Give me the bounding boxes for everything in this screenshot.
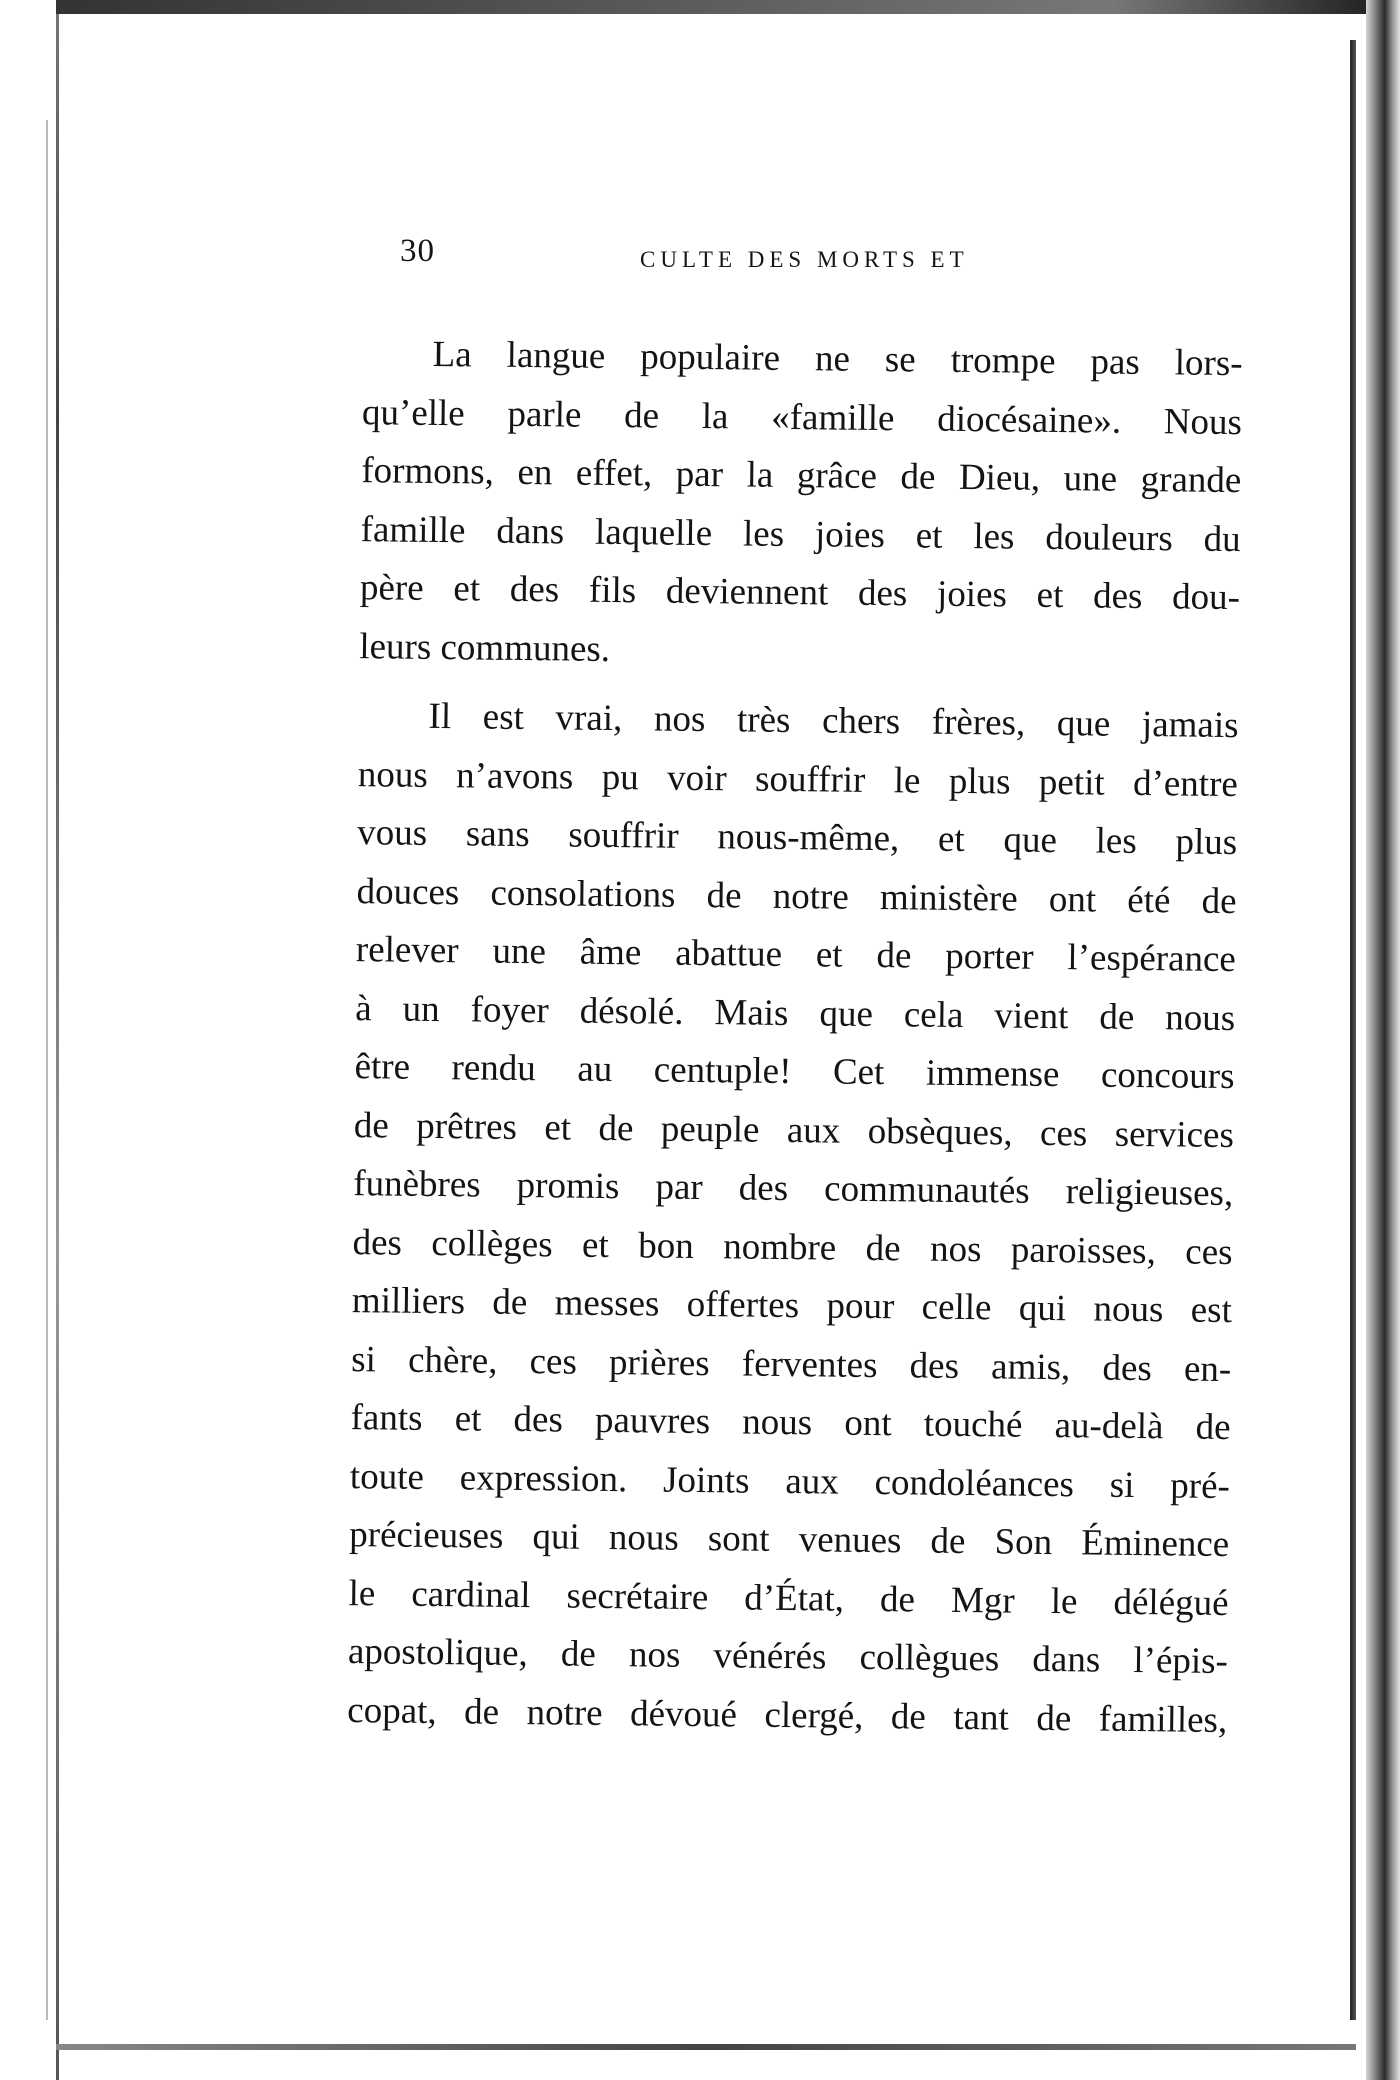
text-line: précieuses qui nous sont venues de Son Éminence: [349, 1514, 1230, 1566]
running-head: [350, 225, 1250, 285]
text-line: des collèges et bon nombre de nos paroisses, ces: [352, 1221, 1233, 1273]
text-line: à un foyer désolé. Mais que cela vient de nous: [355, 987, 1236, 1039]
text-line: être rendu au centuple! Cet immense concours: [354, 1046, 1235, 1098]
scan-left-margin-mark: [46, 120, 48, 2020]
scan-left-edge: [56, 0, 59, 2080]
text-line: Il est vrai, nos très chers frères, que jamais: [428, 695, 1239, 747]
text-line: vous sans souffrir nous-même, et que les plus: [357, 812, 1238, 864]
running-title: CULTE DES MORTS ET: [640, 247, 969, 272]
text-line: famille dans laquelle les joies et les douleurs du: [360, 508, 1241, 560]
text-line: relever une âme abattue et de porter l’espérance: [355, 929, 1237, 981]
body-text: [334, 325, 1243, 1750]
text-line: milliers de messes offertes pour celle qui nous est: [351, 1280, 1233, 1332]
text-line: de prêtres et de peuple aux obsèques, ces services: [353, 1104, 1235, 1156]
page-number: 30: [400, 233, 435, 269]
scan-right-edge-line: [1350, 40, 1356, 2020]
text-line: La langue populaire ne se trompe pas lors-: [432, 333, 1243, 385]
scan-bottom-edge: [56, 2044, 1356, 2050]
text-line: père et des fils deviennent des joies et des dou-: [359, 567, 1241, 619]
paragraph: [347, 687, 1239, 1750]
text-line: si chère, ces prières ferventes des amis, des en-: [351, 1338, 1232, 1390]
text-line: qu’elle parle de la «famille diocésaine». Nous: [361, 391, 1243, 443]
text-line: toute expression. Joints aux condoléances si pré-: [349, 1455, 1231, 1507]
text-line: fants et des pauvres nous ont touché au-delà de: [350, 1397, 1231, 1449]
scan-top-edge: [56, 0, 1376, 14]
paragraph: [359, 325, 1243, 686]
text-line: funèbres promis par des communautés religieuses,: [353, 1163, 1234, 1215]
text-line: formons, en effet, par la grâce de Dieu, une grande: [361, 450, 1242, 502]
text-line: copat, de notre dévoué clergé, de tant de familles,: [347, 1689, 1228, 1741]
text-line: douces consolations de notre ministère ont été de: [356, 870, 1237, 922]
book-page: [347, 225, 1250, 1751]
text-line: nous n’avons pu voir souffrir le plus petit d’entre: [357, 753, 1239, 805]
scan-right-edge-band: [1366, 0, 1400, 2080]
text-line: le cardinal secrétaire d’État, de Mgr le délégué: [348, 1572, 1229, 1624]
text-line: apostolique, de nos vénérés collègues dans l’épis-: [347, 1631, 1229, 1683]
text-line: leurs communes.: [359, 625, 611, 670]
